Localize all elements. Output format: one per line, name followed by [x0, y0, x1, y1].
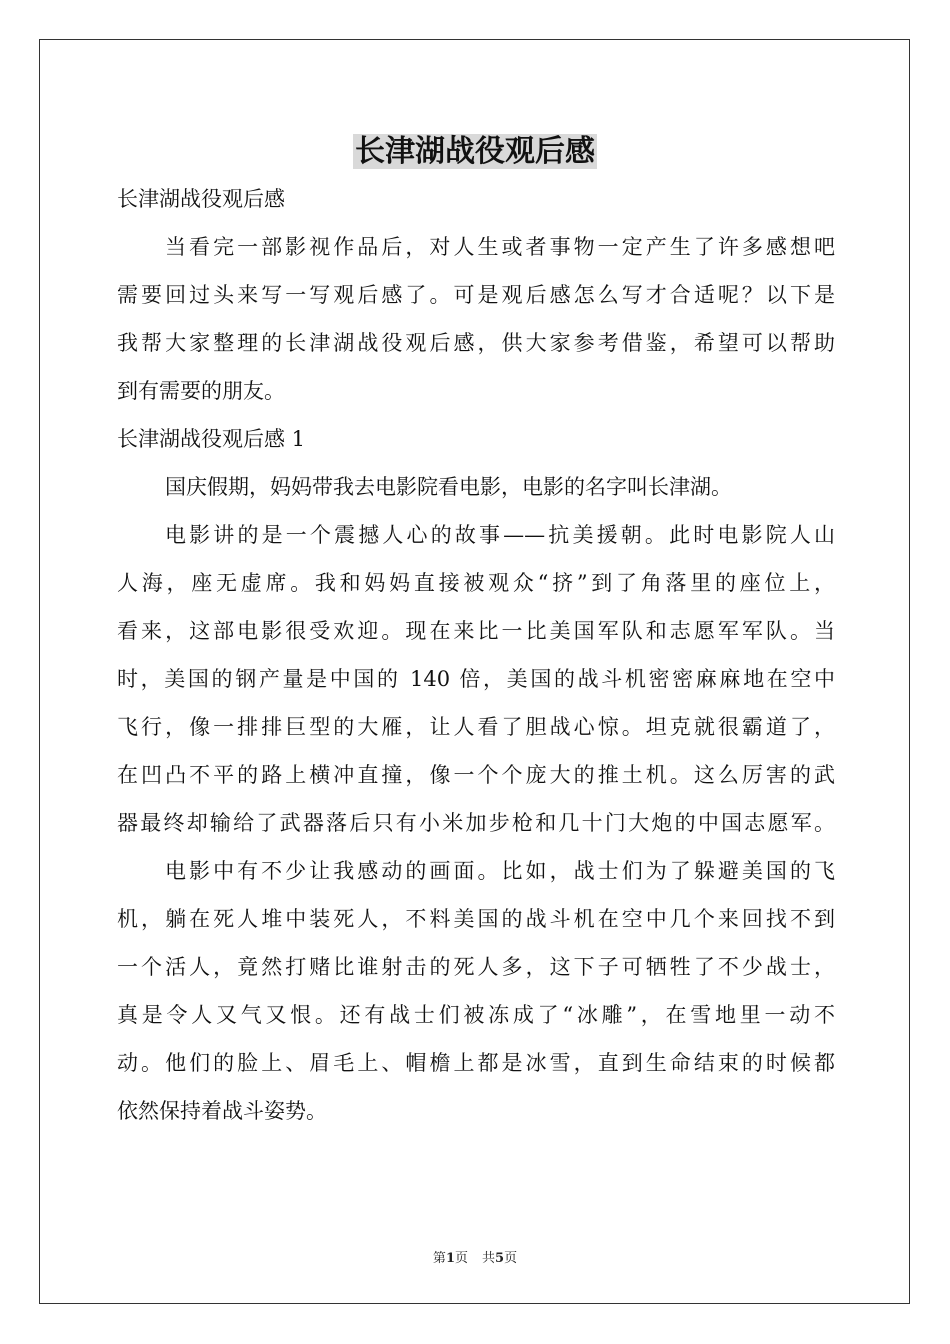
- body-line: 当看完一部影视作品后，对人生或者事物一定产生了许多感想吧: [165, 235, 835, 259]
- body-line: 一个活人，竟然打赌比谁射击的死人多，这下子可牺牲了不少战士，: [117, 955, 835, 979]
- document-body: [117, 175, 835, 1135]
- body-line: 长津湖战役观后感: [117, 187, 285, 211]
- document-title: [0, 130, 950, 172]
- body-line: 到有需要的朋友。: [117, 379, 285, 403]
- body-line: 电影中有不少让我感动的画面。比如，战士们为了躲避美国的飞: [165, 859, 835, 883]
- body-line: 依然保持着战斗姿势。: [117, 1099, 327, 1123]
- body-line: 电影讲的是一个震撼人心的故事——抗美援朝。此时电影院人山: [165, 523, 835, 547]
- body-line: 器最终却输给了武器落后只有小米加步枪和几十门大炮的中国志愿军。: [117, 811, 835, 835]
- footer-page-number: 1: [445, 1251, 455, 1266]
- footer-total-pages: 5: [495, 1251, 505, 1266]
- body-line: 动。他们的脸上、眉毛上、帽檐上都是冰雪，直到生命结束的时候都: [117, 1051, 835, 1075]
- body-line: 飞行，像一排排巨型的大雁，让人看了胆战心惊。坦克就很霸道了，: [117, 715, 835, 739]
- footer-page-prefix: 第: [432, 1251, 446, 1266]
- body-line: 看来，这部电影很受欢迎。现在来比一比美国军队和志愿军军队。当: [117, 619, 835, 643]
- footer-total-suffix: 页: [504, 1251, 518, 1266]
- body-line: 机，躺在死人堆中装死人，不料美国的战斗机在空中几个来回找不到: [117, 907, 835, 931]
- body-line: 长津湖战役观后感 1: [117, 427, 306, 451]
- body-line: 真是令人又气又恨。还有战士们被冻成了“冰雕”，在雪地里一动不: [117, 1003, 835, 1027]
- footer-total-prefix: 共: [482, 1251, 496, 1266]
- footer-page-suffix: 页: [454, 1251, 468, 1266]
- body-line: 我帮大家整理的长津湖战役观后感，供大家参考借鉴，希望可以帮助: [117, 331, 835, 355]
- body-line: 需要回过头来写一写观后感了。可是观后感怎么写才合适呢？以下是: [117, 283, 835, 307]
- document-title-text: 长津湖战役观后感: [355, 134, 595, 169]
- body-line: 人海，座无虚席。我和妈妈直接被观众“挤”到了角落里的座位上，: [117, 571, 835, 595]
- body-line: 在凹凸不平的路上横冲直撞，像一个个庞大的推土机。这么厉害的武: [117, 763, 835, 787]
- body-line: 国庆假期，妈妈带我去电影院看电影，电影的名字叫长津湖。: [165, 475, 732, 499]
- body-line: 时，美国的钢产量是中国的 140 倍，美国的战斗机密密麻麻地在空中: [117, 667, 835, 691]
- page-footer: [0, 1247, 950, 1266]
